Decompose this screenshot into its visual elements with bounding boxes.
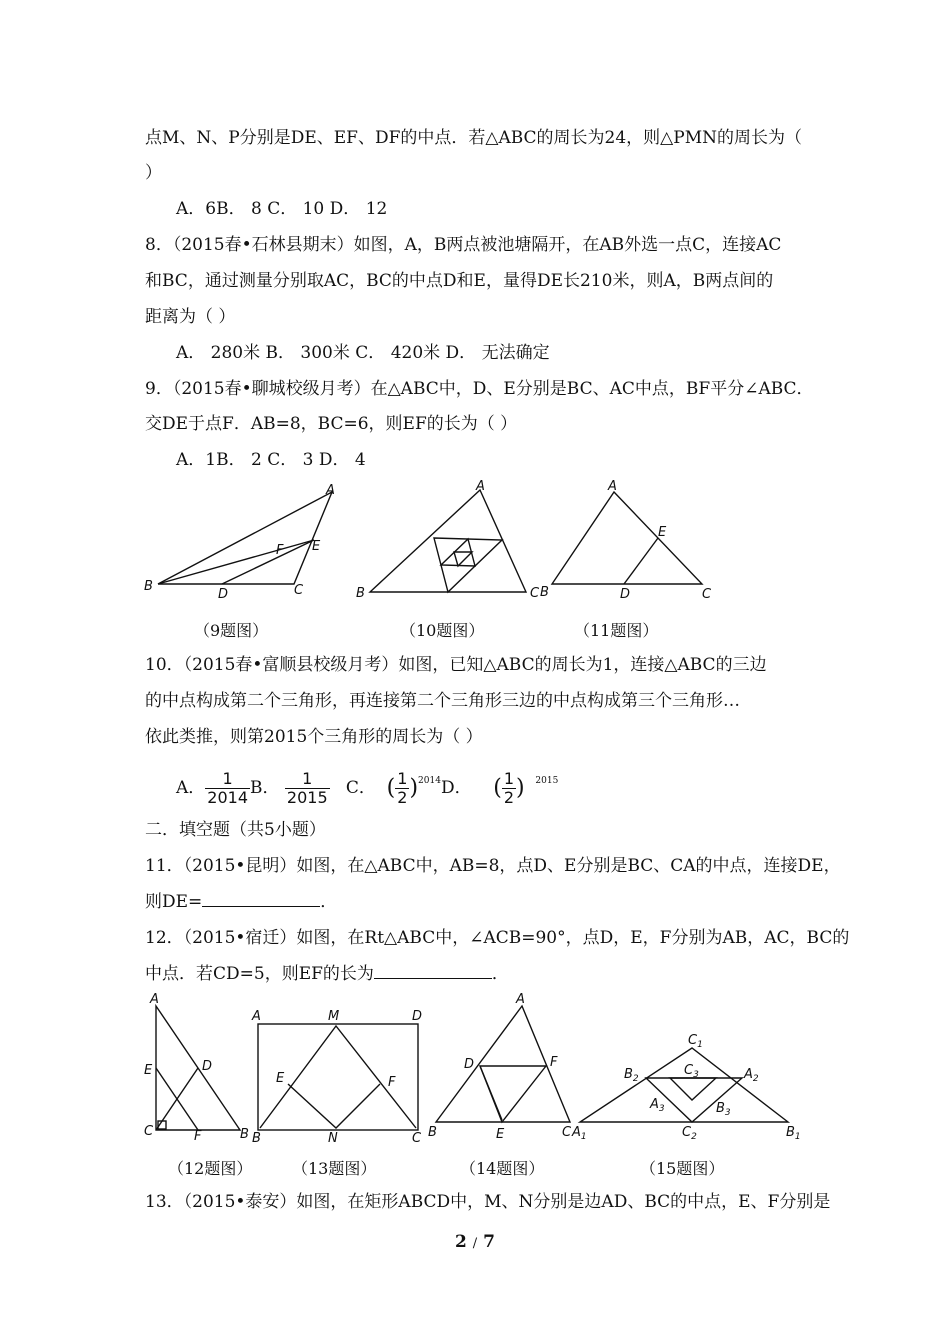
q7-text-line1: 点M、N、P分别是DE、EF、DF的中点．若△ABC的周长为24，则△PMN的周长为（ bbox=[145, 128, 802, 148]
q10-option-c-fraction bbox=[395, 770, 409, 807]
q9-options: A．1B． 2 C． 3 D． 4 bbox=[176, 450, 366, 470]
fig9-label-e: E bbox=[312, 539, 321, 554]
fig13-label-d: D bbox=[412, 1009, 423, 1024]
q10-option-c-exponent: 2014 bbox=[418, 776, 441, 786]
q10-option-d-den: 2 bbox=[503, 788, 514, 807]
fig14-label-c: C bbox=[562, 1125, 572, 1140]
q10-option-c-den: 2 bbox=[397, 788, 408, 807]
fig12-label-f: F bbox=[194, 1129, 202, 1144]
figure-15-diagram bbox=[574, 1030, 814, 1146]
q10-option-a-den: 2014 bbox=[207, 788, 248, 807]
fig15-label-c1: $C_1$ bbox=[688, 1033, 703, 1050]
q10-option-d-num: 1 bbox=[503, 769, 514, 788]
q11-text-line1: 11．（2015•昆明）如图，在△ABC中，AB=8，点D、E分别是BC、CA的中点，连接DE， bbox=[145, 856, 841, 876]
page-total: 7 bbox=[483, 1232, 495, 1252]
figure-12-diagram bbox=[140, 990, 255, 1146]
q10-option-b-num: 1 bbox=[285, 770, 330, 789]
fig11-caption: （11题图） bbox=[574, 621, 659, 640]
fig9-label-b: B bbox=[144, 579, 153, 594]
fig11-label-b: B bbox=[540, 585, 549, 600]
figure-10-diagram bbox=[350, 476, 550, 602]
figure-14-diagram bbox=[428, 990, 578, 1146]
q7-text-line2: ） bbox=[145, 163, 162, 183]
q8-options: A． 280米 B． 300米 C． 420米 D． 无法确定 bbox=[176, 343, 550, 363]
fig15-label-b2: $B_2$ bbox=[624, 1067, 639, 1084]
fig15-label-b3: $B_3$ bbox=[716, 1101, 731, 1118]
q13-text-line1: 13．（2015•泰安）如图，在矩形ABCD中，M、N分别是边AD、BC的中点，E、F分别是 bbox=[145, 1192, 831, 1212]
fig11-label-e: E bbox=[658, 525, 667, 540]
page-number bbox=[0, 1232, 950, 1252]
q10-option-b-den: 2015 bbox=[286, 788, 328, 807]
fig13-label-n: N bbox=[328, 1131, 338, 1146]
fig15-label-a2: $A_2$ bbox=[744, 1067, 759, 1084]
fig14-label-b: B bbox=[428, 1125, 437, 1140]
q9-text-line2: 交DE于点F．AB=8，BC=6，则EF的长为（ ） bbox=[145, 414, 518, 434]
q7-options: A．6B． 8 C． 10 D． 12 bbox=[176, 199, 388, 219]
fig12-label-b: B bbox=[240, 1127, 249, 1142]
q12-text-line2 bbox=[145, 963, 509, 985]
q10-option-d-exponent: 2015 bbox=[535, 776, 559, 786]
q10-options: A． $\frac{1}{2014}$ B． $\frac{1}{2015}$ C． ( $\frac{1}{2}$ )$^{2014}$D． ( $\frac{1}{2}$ ) $^{2015}$ bbox=[176, 769, 559, 807]
fig12-label-d: D bbox=[202, 1059, 213, 1074]
q10-option-a-num: 1 bbox=[205, 770, 250, 789]
fig14-label-d: D bbox=[464, 1057, 475, 1072]
q11-line2-prefix: 则DE= bbox=[145, 892, 203, 912]
fig13-label-a: A bbox=[252, 1009, 261, 1024]
fig9-label-c: C bbox=[294, 583, 304, 598]
fig13-caption: （13题图） bbox=[292, 1159, 377, 1178]
q10-option-c-label: C． bbox=[345, 778, 376, 798]
q8-text-line1: 8．（2015春•石林县期末）如图，A，B两点被池塘隔开，在AB外选一点C，连接AC bbox=[145, 235, 782, 255]
fig15-label-c3: $C_3$ bbox=[684, 1063, 699, 1080]
fig9-label-a: A bbox=[326, 483, 335, 498]
fig12-label-e: E bbox=[144, 1063, 153, 1078]
fig15-caption: （15题图） bbox=[640, 1159, 725, 1178]
fig14-label-a: A bbox=[516, 992, 525, 1007]
q12-text-line1: 12．（2015•宿迁）如图，在Rt△ABC中，∠ACB=90°，点D，E，F分别为AB，AC，BC的 bbox=[145, 928, 850, 948]
fig9-caption: （9题图） bbox=[194, 621, 269, 640]
fig10-label-c: C bbox=[530, 586, 540, 601]
fig15-label-a3: $A_3$ bbox=[650, 1097, 665, 1114]
fig14-caption: （14题图） bbox=[460, 1159, 545, 1178]
q10-option-d-label: D． bbox=[440, 778, 472, 798]
q10-text-line2: 的中点构成第二个三角形，再连接第二个三角形三边的中点构成第三个三角形… bbox=[145, 691, 740, 711]
q10-option-d-fraction bbox=[502, 770, 516, 807]
q12-line2-suffix: ． bbox=[491, 964, 509, 984]
q12-answer-blank[interactable] bbox=[374, 964, 492, 979]
page-separator: / bbox=[472, 1236, 478, 1251]
q10-option-b-fraction bbox=[285, 770, 330, 807]
figure-11-diagram bbox=[540, 478, 720, 602]
figure-9-diagram bbox=[140, 478, 340, 600]
fig13-label-e: E bbox=[276, 1071, 285, 1086]
q10-text-line3: 依此类推，则第2015个三角形的周长为（ ） bbox=[145, 727, 483, 747]
q10-option-a-fraction bbox=[205, 770, 250, 807]
fig10-label-b: B bbox=[356, 586, 365, 601]
fig15-label-b1: $B_1$ bbox=[786, 1125, 801, 1142]
fig13-label-f: F bbox=[388, 1075, 396, 1090]
q10-text-line1: 10．（2015春•富顺县校级月考）如图，已知△ABC的周长为1，连接△ABC的三边 bbox=[145, 655, 767, 675]
fig15-label-c2: $C_2$ bbox=[682, 1125, 697, 1142]
q10-option-b-label: B． bbox=[250, 778, 280, 798]
fig14-label-f: F bbox=[550, 1055, 558, 1070]
fig10-label-a: A bbox=[476, 479, 485, 494]
fig12-caption: （12题图） bbox=[168, 1159, 253, 1178]
q11-answer-blank[interactable] bbox=[202, 892, 320, 907]
fig10-caption: （10题图） bbox=[400, 621, 485, 640]
q11-text-line2 bbox=[145, 891, 337, 913]
fig12-label-c: C bbox=[144, 1124, 154, 1139]
fig11-label-d: D bbox=[620, 587, 631, 602]
q11-line2-suffix: ． bbox=[320, 892, 338, 912]
fig12-label-a: A bbox=[150, 992, 159, 1007]
fig11-label-a: A bbox=[608, 479, 617, 494]
fig15-label-a1: $A_1$ bbox=[572, 1125, 587, 1142]
q10-option-c-num: 1 bbox=[397, 769, 408, 788]
fig9-label-f: F bbox=[276, 543, 284, 558]
fig13-label-c: C bbox=[412, 1131, 422, 1146]
fig13-label-m: M bbox=[328, 1009, 340, 1024]
q9-text-line1: 9．（2015春•聊城校级月考）在△ABC中，D、E分别是BC、AC中点，BF平分∠ABC． bbox=[145, 379, 814, 399]
q8-text-line2: 和BC，通过测量分别取AC，BC的中点D和E，量得DE长210米，则A，B两点间的 bbox=[145, 271, 774, 291]
fig11-label-c: C bbox=[702, 587, 712, 602]
q12-line2-prefix: 中点．若CD=5，则EF的长为 bbox=[145, 964, 374, 984]
page-current: 2 bbox=[455, 1232, 467, 1252]
section-2-title: 二．填空题（共5小题） bbox=[145, 820, 326, 840]
fig9-label-d: D bbox=[218, 587, 229, 602]
q8-text-line3: 距离为（ ） bbox=[145, 307, 236, 327]
fig14-label-e: E bbox=[496, 1127, 505, 1142]
q10-option-a-label: A． bbox=[176, 778, 206, 798]
fig13-label-b: B bbox=[252, 1131, 261, 1146]
figure-13-diagram bbox=[248, 1006, 438, 1146]
